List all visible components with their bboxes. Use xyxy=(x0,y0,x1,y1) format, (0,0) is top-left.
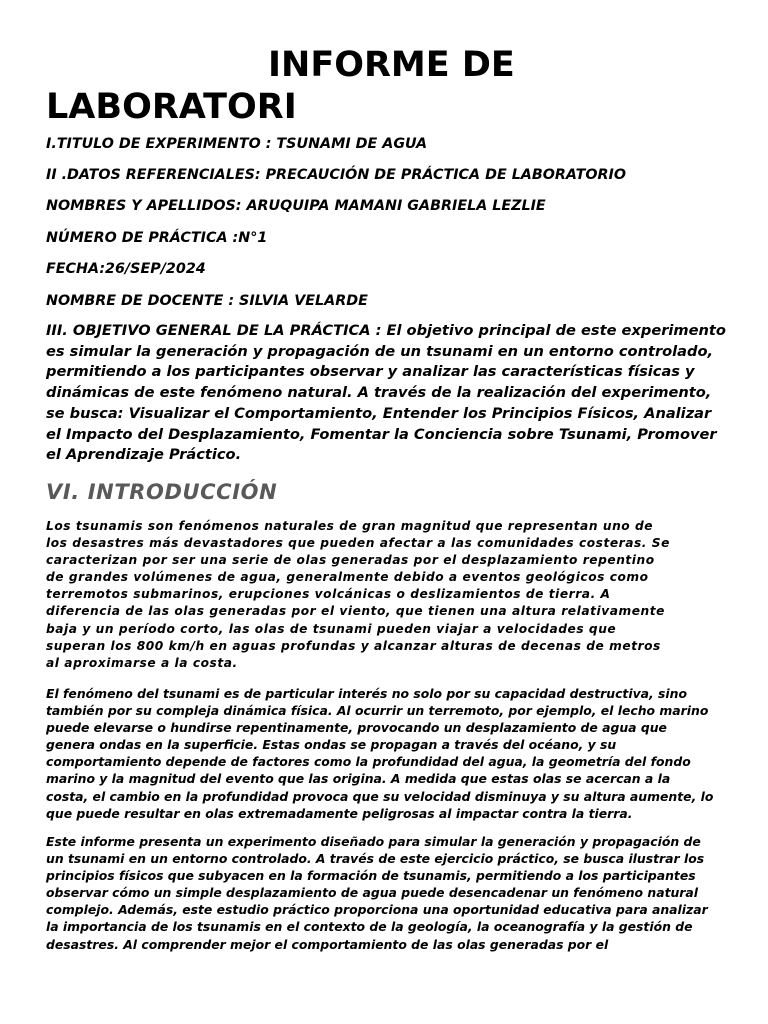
field-date: FECHA:26/SEP/2024 xyxy=(46,261,206,277)
paragraph-line: marino y la magnitud del evento que las origina. A medida que estas olas se acercan a la xyxy=(46,771,671,787)
paragraph-line: desastres. Al comprender mejor el comportamiento de las olas generadas por el xyxy=(46,936,609,952)
intro-paragraph-1 xyxy=(46,518,726,672)
general-objective: III. OBJETIVO GENERAL DE LA PRÁCTICA : El objetivo principal de este experimento es simular la generación y propagación de un tsunami en un entorno controlado, permitiendo a los participantes observar y analizar las características físicas y dinámicas de este fenómeno natural. A través de la realización del experimento, se busca: Visualizar el Comportamiento, Entender los Principios Físicos, Analizar el Impacto del Desplazamiento, Fomentar la Conciencia sobre Tsunami, Promover el Aprendizaje Práctico. xyxy=(46,322,726,464)
paragraph-line: complejo. Además, este estudio práctico proporciona una oportunidad educativa para analizar xyxy=(46,902,708,918)
field-practice-number: NÚMERO DE PRÁCTICA :N°1 xyxy=(46,230,268,246)
paragraph-line: Este informe presenta un experimento diseñado para simular la generación y propagación de xyxy=(46,834,701,849)
title-line-2: LABORATORI xyxy=(46,87,297,127)
paragraph-line: genera ondas en la superficie. Estas ondas se propagan a través del océano, y su xyxy=(46,737,617,753)
paragraph-line: caracterizan por ser una serie de olas generadas por el desplazamiento repentino xyxy=(46,553,655,568)
paragraph-line: principios físicos que subyacen en la formación de tsunamis, permitiendo a los participantes xyxy=(46,868,696,884)
paragraph-line: un tsunami en un entorno controlado. A través de este ejercicio práctico, se busca ilustrar los xyxy=(46,851,705,867)
field-experiment-title: I.TITULO DE EXPERIMENTO : TSUNAMI DE AGUA xyxy=(46,136,428,152)
paragraph-line: El fenómeno del tsunami es de particular interés no solo por su capacidad destructiva, sino xyxy=(46,686,688,701)
intro-paragraph-3 xyxy=(46,833,726,953)
paragraph-line: costa, el cambio en la profundidad provoca que su velocidad disminuya y su altura aumente, lo xyxy=(46,788,714,804)
paragraph-line: los desastres más devastadores que pueden afectar a las comunidades costeras. Se xyxy=(46,536,670,551)
field-student-name: NOMBRES Y APELLIDOS: ARUQUIPA MAMANI GABRIELA LEZLIE xyxy=(46,198,546,214)
paragraph-line: superan los 800 km/h en aguas profundas y alcanzar alturas de decenas de metros xyxy=(46,638,661,653)
paragraph-line: comportamiento depende de factores como la profundidad del agua, la geometría del fondo xyxy=(46,754,691,770)
paragraph-line: al aproximarse a la costa. xyxy=(46,655,238,670)
paragraph-line: también por su compleja dinámica física. Al ocurrir un terremoto, por ejemplo, el lecho marino xyxy=(46,703,709,719)
field-reference-data: II .DATOS REFERENCIALES: PRECAUCIÓN DE PRÁCTICA DE LABORATORIO xyxy=(46,167,627,183)
paragraph-line: diferencia de las olas generadas por el viento, que tienen una altura relativamente xyxy=(46,604,665,619)
paragraph-line: que puede resultar en olas extremadamente peligrosas al impactar contra la tierra. xyxy=(46,805,633,821)
title-line-1: INFORME DE xyxy=(268,45,515,85)
section-heading-introduction: VI. INTRODUCCIÓN xyxy=(46,480,278,504)
paragraph-line: puede elevarse o hundirse repentinamente, provocando un desplazamiento de agua que xyxy=(46,720,667,736)
intro-paragraph-2 xyxy=(46,685,726,822)
field-teacher-name: NOMBRE DE DOCENTE : SILVIA VELARDE xyxy=(46,293,368,309)
paragraph-line: terremotos submarinos, erupciones volcánicas o deslizamientos de tierra. A xyxy=(46,587,611,602)
paragraph-line: baja y un período corto, las olas de tsunami pueden viajar a velocidades que xyxy=(46,621,617,636)
document-title xyxy=(46,44,726,128)
paragraph-line: de grandes volúmenes de agua, generalmente debido a eventos geológicos como xyxy=(46,570,649,585)
paragraph-line: Los tsunamis son fenómenos naturales de gran magnitud que representan uno de xyxy=(46,519,654,533)
paragraph-line: observar cómo un simple desplazamiento de agua puede desencadenar un fenómeno natural xyxy=(46,885,699,901)
paragraph-line: la importancia de los tsunamis en el contexto de la geología, la oceanografía y la gestión de xyxy=(46,919,693,935)
